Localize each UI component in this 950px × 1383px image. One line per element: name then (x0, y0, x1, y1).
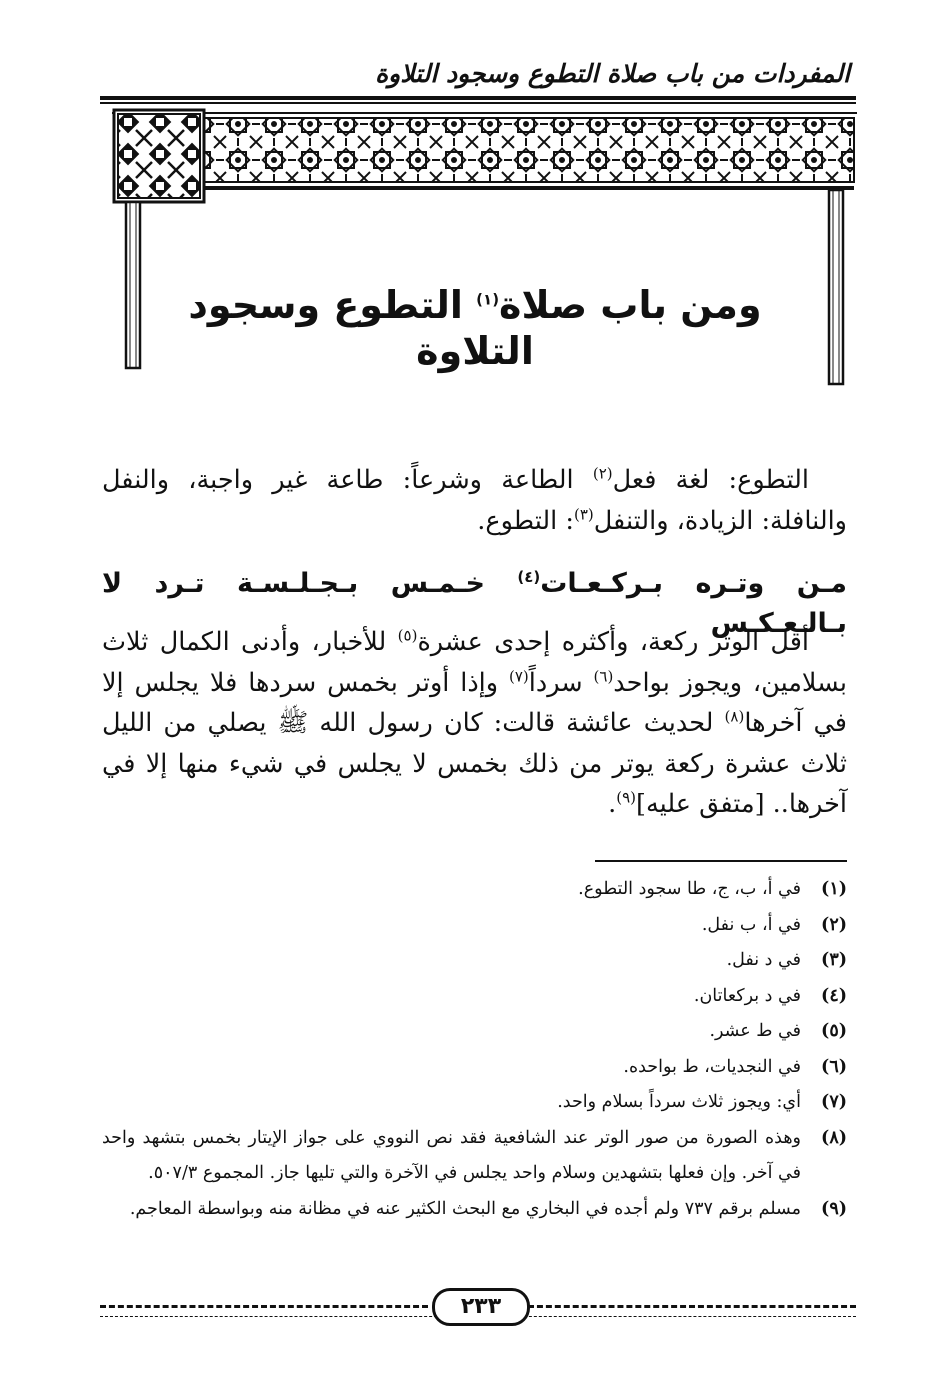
footnote-number: (٦) (821, 1056, 847, 1077)
footnote-item (102, 943, 847, 979)
footnote-text: في د بركعاتان. (693, 985, 801, 1006)
footnote-item (102, 979, 847, 1015)
footnote-number: (٧) (821, 1092, 847, 1112)
footnote-ref: (٦) (593, 667, 614, 685)
footnote-ref: (٤) (517, 568, 541, 586)
footnote-ref: (٥) (397, 626, 418, 645)
footnote-text: في أ، ب نفل. (701, 914, 801, 935)
footnotes-list (102, 872, 847, 1227)
footnote-item (102, 1014, 847, 1050)
footer-dashed-line (528, 1305, 856, 1308)
footnote-number: (٢) (821, 914, 847, 935)
footnote-ref: (٨) (724, 707, 745, 726)
footnote-item (102, 1085, 847, 1121)
footnote-number: (٨) (821, 1127, 847, 1148)
footnote-text: في النجديات، ط بواحده. (623, 1056, 801, 1077)
footnote-text: في د نفل. (726, 950, 801, 970)
footnote-number: (٥) (821, 1021, 847, 1041)
footnote-text: أي: ويجوز ثلاث سرداً بسلام واحد. (557, 1092, 801, 1112)
verse-line: مـن وتـره بـركـعـات$^{(٤)}$ خـمـس بـجـلـسـة تـرد لا بـالـعـكـس (102, 568, 847, 639)
footnote-ref: (٧) (508, 667, 529, 685)
footnote-text: مسلم برقم ٧٣٧ ولم أجده في البخاري مع البحث الكثير عنه في مظانة منه وبواسطة المعاجم. (129, 1198, 801, 1219)
footnote-ref: (٩) (616, 788, 636, 807)
definition-paragraph: التطوع: لغة فعل$^{(٢)}$ الطاعة وشرعاً: طاعة غير واجبة، والنفل والنافلة: الزيادة، والتنفل$^{(٣)}$: التطوع. (102, 464, 847, 536)
footer-dashed-line (100, 1305, 428, 1308)
commentary-paragraph: أقل الوتر ركعة، وأكثره إحدى عشرة$^{(٥)}$ للأخبار، وأدنى الكمال ثلاث بسلامين، ويجوز بواحد$^{(٦)}$ سرداً$^{(٧)}$ وإذا أوتر بخمس سردها فلا يجلس إلا في آخرها$^{(٨)}$ لحديث عائشة قالت: كان رسول الله ﷺ يصلي من الليل ثلاث عشرة ركعة يوتر من ذلك بخمس لا يجلس في شيء منها إلا في آخرها.. [متفق عليه]$^{(٩)}$. (102, 626, 847, 819)
footnote-item (102, 872, 847, 908)
footnote-number: (٣) (821, 950, 847, 970)
footnote-number: (٤) (821, 985, 847, 1006)
header-rule-thin (100, 102, 856, 104)
footnote-number: (٩) (821, 1198, 847, 1219)
footnote-separator (595, 860, 847, 862)
footnote-number: (١) (821, 879, 847, 899)
footnote-item (102, 1121, 847, 1192)
footnote-item (102, 1192, 847, 1228)
running-header: المفردات من باب صلاة التطوع وسجود التلاوة (375, 59, 850, 88)
page-number: ٢٣٣ (432, 1288, 530, 1326)
footnote-text: في ط عشر. (709, 1021, 801, 1041)
footnote-ref: (٣) (573, 505, 594, 523)
footnote-ref: (١) (476, 290, 500, 309)
chapter-title: ومن باب صلاة$^{(١)}$ التطوع وسجود التلاوة (188, 283, 762, 373)
footnote-item (102, 908, 847, 944)
footnote-ref: (٢) (592, 464, 613, 483)
footnote-text: وهذه الصورة من صور الوتر عند الشافعية فقد نص النووي على جواز الإيتار بخمس بتشهد واحد في آخر. وإن فعلها بتشهدين وسلام واحد يجلس في الآخرة والتي تليها جاز. المجموع ٥٠٧/٣. (102, 1127, 801, 1183)
header-rule-thick (100, 96, 856, 100)
footnote-text: في أ، ب، ج، طا سجود التطوع. (578, 879, 801, 899)
footnote-item (102, 1050, 847, 1086)
